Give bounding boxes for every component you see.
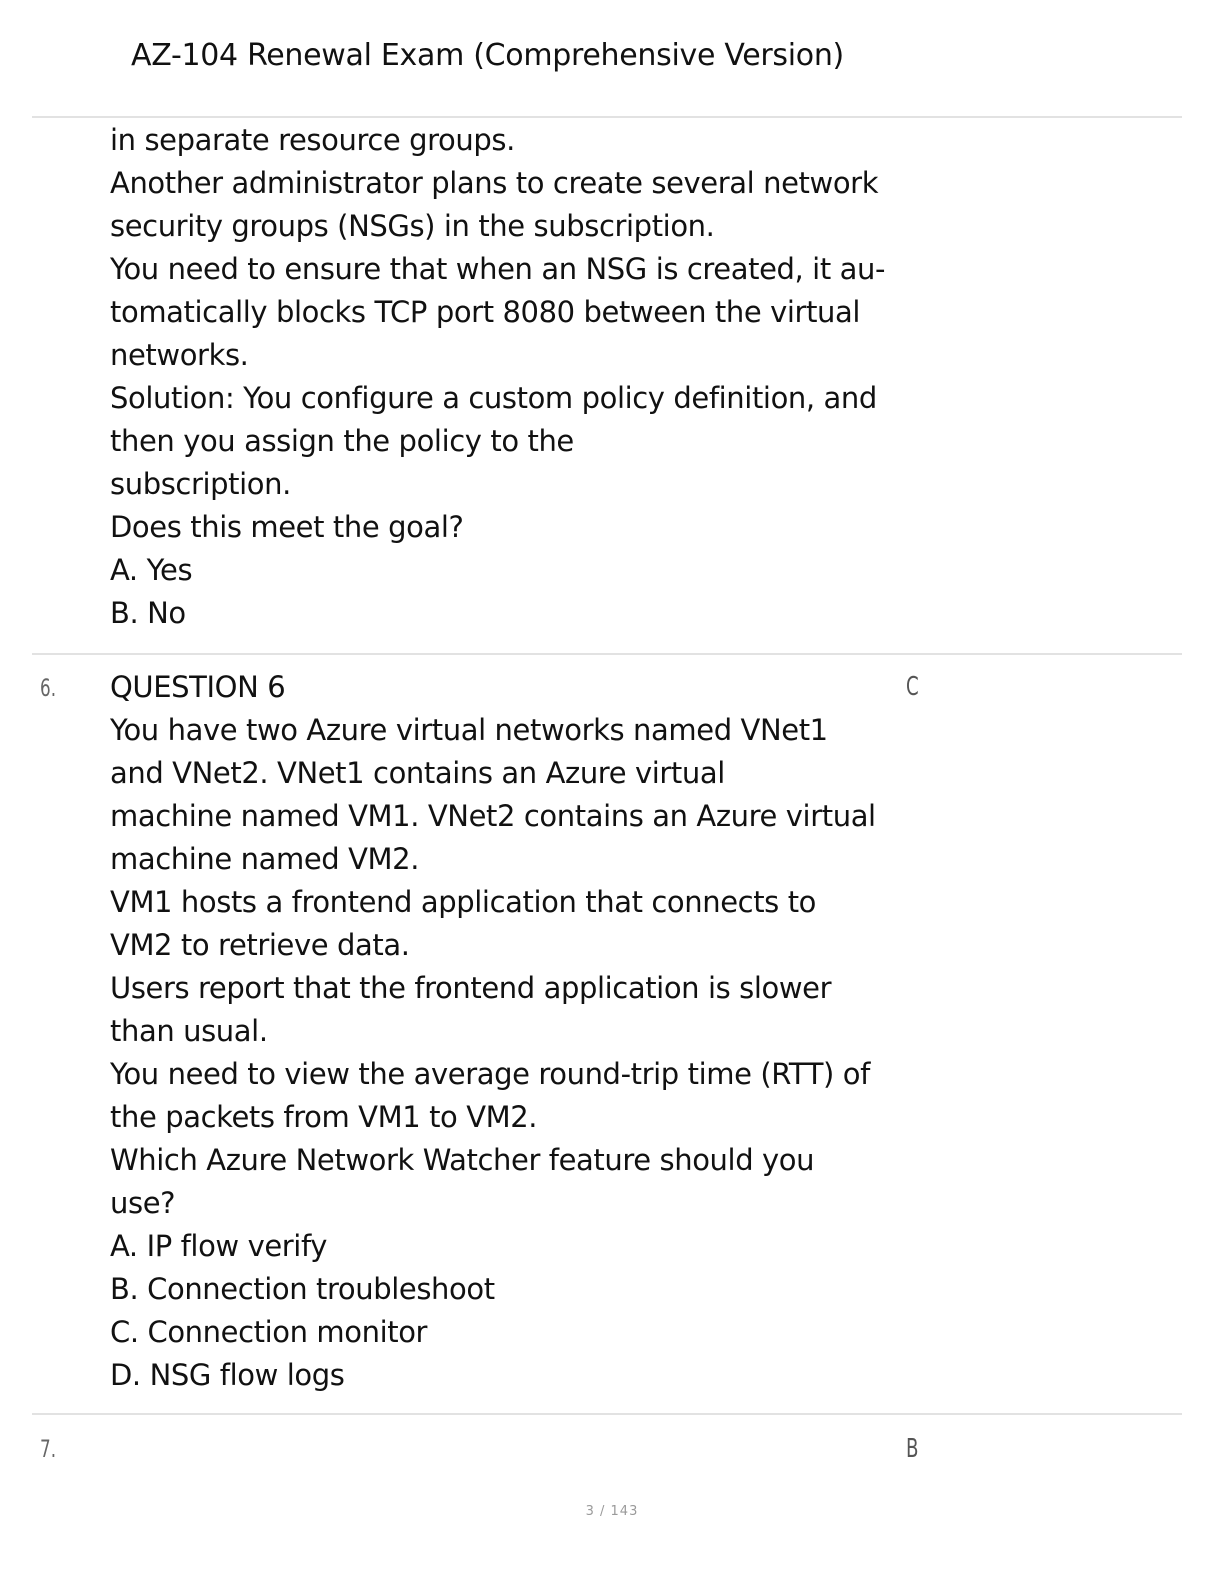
question-divider <box>32 653 1182 655</box>
question-text-line: You need to view the average round-trip time (RTT) of <box>110 1057 870 1091</box>
answer-option-b: B. No <box>110 596 186 630</box>
question-text-line: networks. <box>110 338 249 372</box>
question-text-line: You need to ensure that when an NSG is created, it au- <box>110 252 886 286</box>
question-text-line: You have two Azure virtual networks named VNet1 <box>110 713 828 747</box>
question-7-number: 7. <box>40 1435 57 1463</box>
header-divider <box>32 116 1182 118</box>
question-text-line: than usual. <box>110 1014 268 1048</box>
question-7-answer: B <box>906 1434 919 1464</box>
question-text-line: then you assign the policy to the <box>110 424 574 458</box>
answer-option-d: D. NSG flow logs <box>110 1358 345 1392</box>
question-divider <box>32 1413 1182 1415</box>
question-text-line: Solution: You configure a custom policy definition, and <box>110 381 877 415</box>
question-prompt: Does this meet the goal? <box>110 510 464 544</box>
answer-option-a: A. Yes <box>110 553 193 587</box>
answer-option-c: C. Connection monitor <box>110 1315 428 1349</box>
question-text-line: VM1 hosts a frontend application that connects to <box>110 885 817 919</box>
question-prompt: use? <box>110 1186 176 1220</box>
question-text-line: the packets from VM1 to VM2. <box>110 1100 538 1134</box>
document-title: AZ-104 Renewal Exam (Comprehensive Version) <box>131 38 844 73</box>
question-text-line: security groups (NSGs) in the subscription. <box>110 209 715 243</box>
answer-option-b: B. Connection troubleshoot <box>110 1272 495 1306</box>
question-heading: QUESTION 6 <box>110 670 286 704</box>
question-text-line: Another administrator plans to create several network <box>110 166 879 200</box>
question-text-line: in separate resource groups. <box>110 123 515 157</box>
page-number: 3 / 143 <box>585 1504 639 1519</box>
question-text-line: Users report that the frontend application is slower <box>110 971 832 1005</box>
answer-option-a: A. IP flow verify <box>110 1229 328 1263</box>
question-5-continuation <box>110 119 930 635</box>
question-prompt: Which Azure Network Watcher feature should you <box>110 1143 815 1177</box>
question-text-line: subscription. <box>110 467 291 501</box>
question-text-line: VM2 to retrieve data. <box>110 928 410 962</box>
question-text-line: tomatically blocks TCP port 8080 between the virtual <box>110 295 861 329</box>
question-text-line: machine named VM1. VNet2 contains an Azure virtual <box>110 799 876 833</box>
question-6-answer: C <box>906 672 919 702</box>
question-text-line: and VNet2. VNet1 contains an Azure virtual <box>110 756 725 790</box>
question-6 <box>110 666 930 1397</box>
question-text-line: machine named VM2. <box>110 842 420 876</box>
question-6-number: 6. <box>40 674 57 702</box>
